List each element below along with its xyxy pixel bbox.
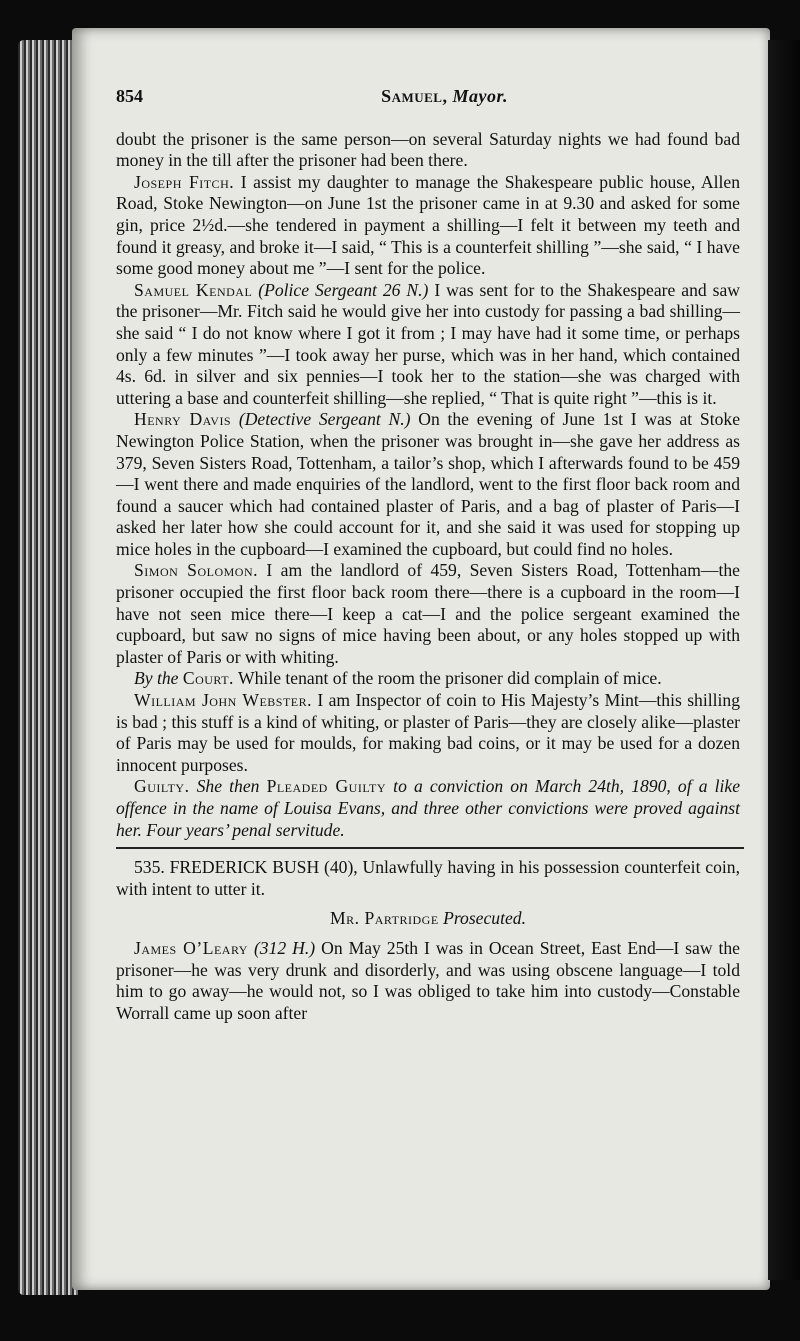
testimony-text: While tenant of the room the prisoner did complain of mice. bbox=[233, 668, 662, 689]
testimony-william-webster bbox=[116, 690, 740, 776]
witness-name: Henry Davis bbox=[134, 409, 232, 430]
prosecuted-label: Prosecuted. bbox=[443, 908, 526, 929]
court-question bbox=[116, 668, 740, 690]
witness-role: (312 H.) bbox=[253, 937, 316, 958]
testimony-text: I was sent for to the Shakespeare and saw the prisoner—Mr. Fitch said he would give her into custody for passing a bad shilling—she said “ I do not know where I got it from ; I may have had it some time, or perhaps only a few minutes ”—I took away her purse, which was in her hand, which contained 4s. 6d. in silver and six pennies—I took her to the station—she was charged with uttering a base and counterfeit shilling—she replied, “ That is quite right ”—this is it. bbox=[116, 279, 740, 408]
testimony-text: I am the landlord of 459, Seven Sisters Road, Tottenham—the prisoner occupied the first floor back room there—there is a cupboard in the room—I have not seen mice there—I keep a cat—I and the police sergeant examined the cupboard, but saw no signs of mice having been about, or any holes stopped up with plaster of Paris or with whiting. bbox=[116, 560, 740, 667]
verdict-text-a: She then bbox=[189, 776, 267, 797]
page-content bbox=[116, 86, 740, 1024]
verdict-text-b: to a conviction on March 24th, 1890, of a like offence in the name of Louisa Evans, and three other convictions were proved against her. Four years’ penal servitude. bbox=[116, 776, 741, 840]
testimony-james-oleary bbox=[116, 938, 740, 1024]
guilty-label: Guilty. bbox=[134, 776, 190, 797]
witness-name: Simon Solomon. bbox=[134, 560, 259, 581]
book-spine bbox=[18, 40, 78, 1295]
pleaded-guilty-label: Pleaded Guilty bbox=[266, 776, 387, 797]
witness-name: Samuel Kendal bbox=[134, 279, 253, 300]
verdict bbox=[116, 776, 740, 841]
testimony-text: On the evening of June 1st I was at Stoke Newington Police Station, when the prisoner was brought in—she gave her address as 379, Seven Sisters Road, Tottenham, a tailor’s shop, which I afterwards found to be 459—I went there and made enquiries of the landlord, went to the first floor back room and found a saucer which had contained plaster of Paris, and a bag of plaster of Paris—I asked her later how she could account for it, and she said it was used for stopping up mice holes in the cupboard—I examined the cupboard, but could find no holes. bbox=[116, 409, 740, 559]
case-heading: 535. FREDERICK BUSH (40), Unlawfully having in his possession counterfeit coin, with intent to utter it. bbox=[116, 857, 740, 899]
case-divider bbox=[116, 847, 744, 849]
prosecutor-line bbox=[116, 908, 740, 930]
page-edge-shadow bbox=[768, 40, 800, 1280]
testimony-text: I assist my daughter to manage the Shakespeare public house, Allen Road, Stoke Newington—on June 1st the prisoner came in at 9.30 and asked for some gin, price 2½d.—she tendered in payment a shilling—I felt it between my teeth and found it greasy, and broke it—I said, “ This is a counterfeit shilling ”—she said, “ I have some good money about me ”—I sent for the police. bbox=[116, 171, 741, 279]
page-number: 854 bbox=[116, 86, 143, 106]
court-label: Court. bbox=[182, 668, 234, 689]
testimony-text: On May 25th I was in Ocean Street, East End—I saw the prisoner—he was very drunk and disorderly, and was using obscene language—I told him to go away—he would not, so I was obliged to take him into custody—Constable Worrall came up soon after bbox=[116, 937, 740, 1023]
testimony-samuel-kendal bbox=[116, 280, 740, 410]
prosecutor-name: Mr. Partridge bbox=[330, 908, 439, 929]
page-header bbox=[116, 86, 740, 108]
testimony-henry-davis bbox=[116, 409, 740, 560]
testimony-simon-solomon bbox=[116, 560, 740, 668]
witness-role: (Detective Sergeant N.) bbox=[238, 409, 411, 430]
witness-name: James O’Leary bbox=[134, 937, 248, 958]
witness-name: Joseph Fitch. bbox=[134, 171, 235, 192]
testimony-joseph-fitch bbox=[116, 172, 740, 280]
witness-name: William John Webster. bbox=[134, 690, 313, 711]
running-head-office: Mayor. bbox=[452, 86, 508, 106]
paragraph-continuation: doubt the prisoner is the same person—on several Saturday nights we had found bad money in the till after the prisoner had been there. bbox=[116, 128, 740, 171]
running-head-name: Samuel, bbox=[381, 86, 448, 106]
running-head bbox=[381, 86, 508, 108]
witness-role: (Police Sergeant 26 N.) bbox=[258, 279, 429, 300]
by-the-label: By the bbox=[134, 668, 179, 689]
testimony-text: I am Inspector of coin to His Majesty’s Mint—this shilling is bad ; this stuff is a kind of whiting, or plaster of Paris—they are closely alike—plaster of Paris may be used for moulds, for making bad coins, or it may be used for a dozen innocent purposes. bbox=[116, 690, 740, 775]
